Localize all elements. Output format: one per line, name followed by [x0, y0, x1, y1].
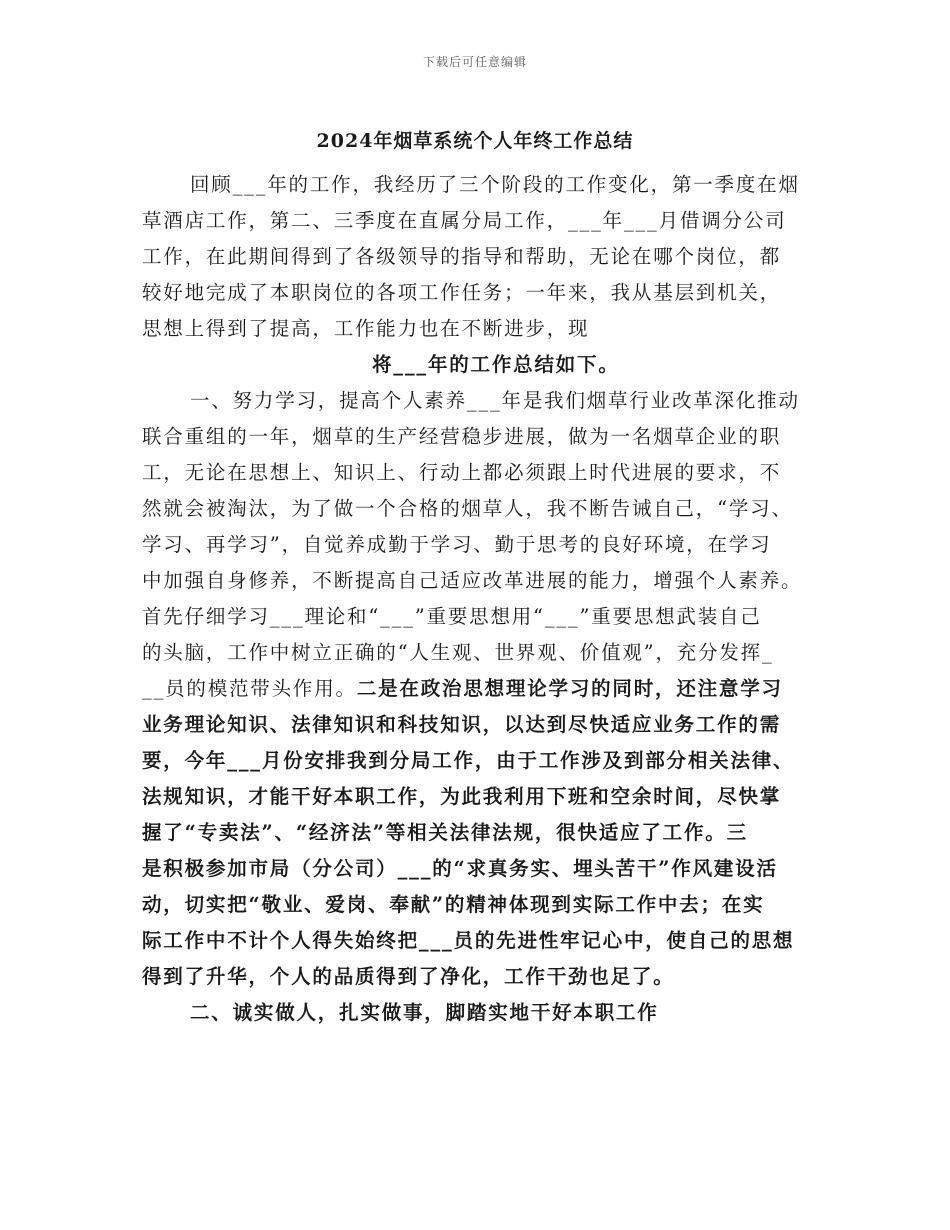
bold-line: 法规知识，才能干好本职工作，为此我利用下班和空余时间，尽快掌: [142, 785, 782, 808]
intro-summary-line: 将___年的工作总结如下。: [372, 353, 620, 376]
bold-line: 是积极参加市局（分公司）___的“求真务实、埋头苦干”作风建设活: [142, 857, 778, 880]
bold-line: 得到了升华，个人的品质得到了净化，工作干劲也足了。: [142, 965, 675, 988]
section1-line: 首先仔细学习___理论和“___”重要思想用“___”重要思想武装自己: [142, 605, 762, 628]
document-title: 2024年烟草系统个人年终工作总结: [316, 130, 634, 152]
mixed-line-normal: __员的模范带头作用。: [142, 677, 357, 700]
intro-line: 回顾___年的工作，我经历了三个阶段的工作变化，第一季度在烟: [190, 173, 800, 196]
section1-line: 中加强自身修养，不断提高自己适应改革进展的能力，增强个人素养。: [142, 569, 803, 592]
section1-line: 工，无论在思想上、知识上、行动上都必须跟上时代进展的要求，不: [142, 461, 782, 484]
intro-line: 思想上得到了提高，工作能力也在不断进步，现: [142, 317, 590, 340]
section1-line: 联合重组的一年，烟草的生产经营稳步进展，做为一名烟草企业的职: [142, 425, 782, 448]
bold-line: 动，切实把“敬业、爱岗、奉献”的精神体现到实际工作中去；在实: [142, 893, 765, 916]
section1-line: 然就会被淘汰，为了做一个合格的烟草人，我不断告诫自己，“学习、: [142, 497, 793, 520]
bold-line: 握了“专卖法”、“经济法”等相关法律法规，很快适应了工作。三: [142, 821, 748, 844]
mixed-line: [142, 671, 822, 707]
intro-line: 草酒店工作，第二、三季度在直属分局工作，___年___月借调分公司: [142, 209, 787, 232]
document-body: [142, 167, 822, 1031]
intro-line: 工作，在此期间得到了各级领导的指导和帮助，无论在哪个岗位，都: [142, 245, 782, 268]
header-note: 下载后可任意编辑: [422, 55, 527, 69]
section1-line: 学习、再学习”，自觉养成勤于学习、勤于思考的良好环境，在学习: [142, 533, 772, 556]
section1-line: 一、努力学习，提高个人素养___年是我们烟草行业改革深化推动: [190, 389, 800, 412]
mixed-line-bold: 二是在政治思想理论学习的同时，还注意学习: [356, 677, 783, 700]
intro-line: 较好地完成了本职岗位的各项工作任务；一年来，我从基层到机关，: [142, 281, 782, 304]
bold-line: 际工作中不计个人得失始终把___员的先进性牢记心中，使自己的思想: [142, 929, 795, 952]
bold-line: 要，今年___月份安排我到分局工作，由于工作涉及到部分相关法律、: [142, 749, 795, 772]
section2-heading: 二、诚实做人，扎实做事，脚踏实地干好本职工作: [190, 1001, 659, 1024]
section1-line: 的头脑，工作中树立正确的“人生观、世界观、价值观”，充分发挥_: [142, 641, 774, 664]
bold-line: 业务理论知识、法律知识和科技知识，以达到尽快适应业务工作的需: [142, 713, 782, 736]
